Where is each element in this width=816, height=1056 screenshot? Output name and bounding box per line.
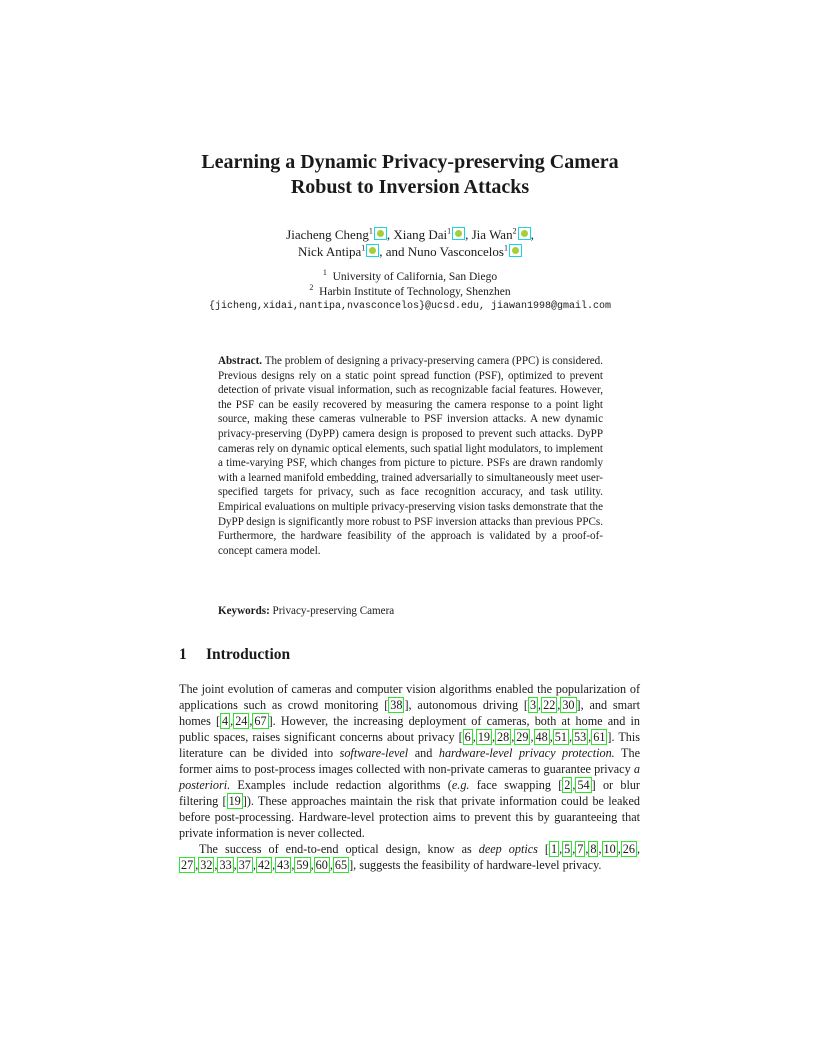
keywords-text: Privacy-preserving Camera [272, 605, 395, 617]
text-run: . This literature can be divided into [179, 730, 640, 760]
author-name: Nick Antipa [298, 244, 362, 259]
author-name: Jia Wan [471, 227, 513, 242]
orcid-icon[interactable] [518, 227, 531, 240]
citation-link[interactable]: 59 [296, 858, 309, 872]
affiliation-number: 1 [322, 268, 327, 278]
citation-link[interactable]: 8 [590, 842, 597, 856]
orcid-icon[interactable] [452, 227, 465, 240]
author-line-2 [120, 243, 700, 260]
author-separator: , [530, 227, 534, 242]
affiliation [120, 285, 700, 300]
text-run: and [408, 746, 439, 760]
text-run: , suggests the feasibility of hardware-level privacy. [353, 858, 602, 872]
citation-link[interactable]: 2 [564, 778, 571, 792]
author-name: Nuno Vasconcelos [407, 244, 504, 259]
emphasis: hardware-level privacy protection. [438, 746, 615, 760]
abstract [218, 354, 603, 558]
text-run: Examples include redaction algorithms ( [230, 778, 452, 792]
author-emails[interactable]: {jicheng,xidai,nantipa,nvasconcelos}@ucsd.edu, jiawan1998@gmail.com [208, 301, 612, 312]
introduction-body [179, 681, 640, 873]
abstract-text: The problem of designing a privacy-preserving camera (PPC) is considered. Previous designs rely on a static point spread function (PSF), optimized to prevent detection of private visual information, such as recognizable facial features. However, the PSF can be easily recovered by measuring the camera response to a point light source, making these cameras vulnerable to PSF inversion attacks. A new dynamic privacy-preserving (DyPP) camera design is proposed to prevent such attacks. DyPP cameras rely on dynamic optical elements, such spatial light modulators, to implement a time-varying PSF, which changes from picture to picture. PSFs are drawn randomly with a learned manifold embedding, trained adversarially to simultaneously meet user-specified targets for privacy, such as face recognition accuracy, and task utility. Empirical evaluations on multiple privacy-preserving vision tasks demonstrate that the DyPP design is significantly more robust to PSF inversion attacks than previous PPCs. Furthermore, the hardware feasibility of the approach is validated by a proof-of-concept camera model. [218, 355, 604, 557]
paragraph: The success of end-to-end optical design, know as deep optics [ 1 , 5 , 7 , 8 , 10 , 26 , 27 , 32 , 33 , 37 , 42 , 43 , 59 , 60 , 65 ], suggests the feasibility of hardware-level privacy. [181, 842, 640, 872]
section-heading [179, 646, 290, 664]
section-title: Introduction [206, 646, 291, 663]
citation-link[interactable]: 38 [390, 698, 403, 712]
citation-link[interactable]: 48 [535, 730, 548, 744]
citation-link[interactable]: 7 [577, 842, 584, 856]
emphasis: deep optics [478, 842, 538, 856]
section-number: 1 [179, 646, 187, 663]
author-list [120, 226, 700, 260]
text-run: , and smart homes [179, 698, 640, 728]
citation-link[interactable]: 33 [219, 858, 232, 872]
emphasis: software-level [339, 746, 409, 760]
citation-link[interactable]: 10 [603, 842, 616, 856]
text-run: , autonomous driving [408, 698, 524, 712]
author-affiliation-mark: 1 [447, 226, 452, 236]
paper-title [120, 150, 700, 200]
author-affiliation-mark: 2 [512, 226, 517, 236]
author-affiliation-mark: 1 [361, 243, 366, 253]
author-separator: , [386, 227, 391, 242]
orcid-icon[interactable] [509, 244, 522, 257]
affiliation-list [120, 270, 700, 300]
citation-link[interactable]: 67 [254, 714, 267, 728]
text-run: ). These approaches maintain the risk that private information could be leaked before post-processing. Hardware-level protection aims to prevent this by guaranteeing that private information is never collected. [179, 794, 640, 840]
orcid-icon[interactable] [366, 244, 379, 257]
citation-link[interactable]: 37 [238, 858, 251, 872]
citation-link[interactable]: 19 [477, 730, 490, 744]
citation-link[interactable]: 60 [315, 858, 328, 872]
author-affiliation-mark: 1 [368, 226, 373, 236]
citation-link[interactable]: 4 [222, 714, 229, 728]
citation-link[interactable]: 61 [593, 730, 606, 744]
title-line-1: Learning a Dynamic Privacy-preserving Camera [201, 151, 619, 173]
affiliation-text: University of California, San Diego [332, 271, 498, 283]
citation-link[interactable]: 22 [543, 698, 556, 712]
affiliation-text: Harbin Institute of Technology, Shenzhen [319, 286, 511, 298]
citation-link[interactable]: 42 [257, 858, 271, 872]
citation-link[interactable]: 51 [554, 730, 567, 744]
author-name: Xiang Dai [393, 227, 448, 242]
citation-link[interactable]: 3 [529, 698, 537, 712]
orcid-icon[interactable] [374, 227, 387, 240]
text-run: The former aims to post-process images collected with non-private cameras to guarantee privacy [179, 746, 640, 776]
text-run: The success of end-to-end optical design, know as [199, 842, 479, 856]
author-line-1 [120, 226, 700, 243]
author-separator: , [465, 227, 469, 242]
text-run: face swapping [469, 778, 559, 792]
citation-link[interactable]: 28 [497, 730, 510, 744]
affiliation-number: 2 [309, 283, 314, 293]
title-line-2: Robust to Inversion Attacks [290, 176, 530, 198]
keywords [218, 604, 603, 619]
citation-link[interactable]: 5 [564, 842, 571, 856]
keywords-label: Keywords: [218, 605, 270, 617]
affiliation [120, 270, 700, 285]
citation-link[interactable]: 43 [277, 858, 290, 872]
paragraph: The joint evolution of cameras and computer vision algorithms enabled the popularization of applications such as crowd monitoring [ 38 ], autonomous driving [ 3 , 22 , 30 ], and smart homes [ 4 , 24 , 67 ]. However, the increasing deployment of cameras, both at home and in public spaces, raises significant concerns about privacy [ 6 , 19 , 28 , 29 , 48 , 51 , 53 , 61 ]. This literature can be divided into software-level and hardware-level privacy protection. The former aims to post-process images collected with non-private cameras to guarantee privacy a posteriori. Examples include redaction algorithms (e.g. face swapping [ 2 , 54 ] or blur filtering [ 19 ]). These approaches maintain the risk that private information could be leaked before post-processing. Hardware-level protection aims to prevent this by guaranteeing that private information is never collected. [179, 682, 640, 840]
citation-link[interactable]: 65 [334, 858, 348, 872]
citation-link[interactable]: 24 [235, 714, 248, 728]
citation-link[interactable]: 29 [516, 730, 529, 744]
emphasis: e.g. [451, 778, 470, 792]
citation-link[interactable]: 26 [622, 842, 635, 856]
abstract-label: Abstract. [218, 355, 263, 367]
citation-link[interactable]: 6 [464, 730, 471, 744]
citation-link[interactable]: 53 [573, 730, 587, 744]
text-run: . However, the increasing deployment of cameras, both at home and in public spaces, raises significant concerns about privacy [179, 714, 640, 744]
citation-link[interactable]: 27 [181, 858, 194, 872]
citation-link[interactable]: 19 [228, 794, 241, 808]
author-name: Jiacheng Cheng [286, 227, 369, 242]
citation-link[interactable]: 1 [550, 842, 558, 856]
emphasis: a posteriori. [179, 762, 640, 792]
citation-link[interactable]: 30 [562, 698, 575, 712]
citation-link[interactable]: 54 [577, 778, 590, 792]
author-separator: , and [379, 244, 405, 259]
author-affiliation-mark: 1 [503, 243, 508, 253]
citation-link[interactable]: 32 [200, 858, 213, 872]
text-run: The joint evolution of cameras and computer vision algorithms enabled the popularization of applications such as crowd monitoring [179, 682, 640, 712]
text-run: or blur filtering [179, 778, 640, 808]
